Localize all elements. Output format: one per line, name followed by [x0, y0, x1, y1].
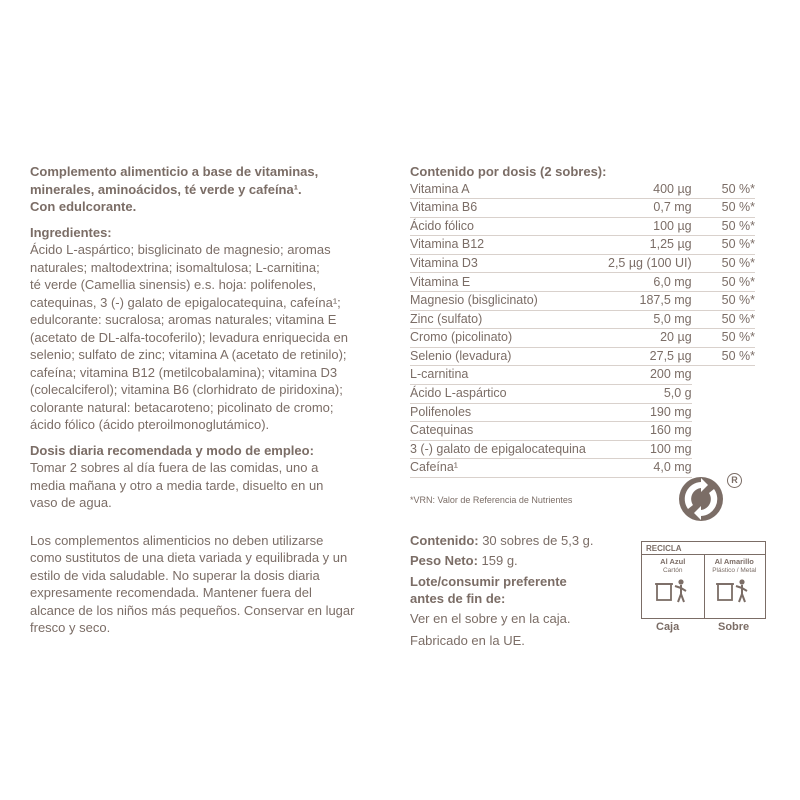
- lot-label-line: Lote/consumir preferente: [410, 573, 567, 589]
- dosage-text: [30, 459, 390, 512]
- ingredients-line: Ácido L-aspártico; bisglicinato de magnesio; aromas: [30, 242, 331, 257]
- nutrient-amount: 2,5 µg (100 UI): [586, 254, 692, 273]
- intro-line: Complemento alimenticio a base de vitaminas,: [30, 164, 319, 179]
- warning-line: Los complementos alimenticios no deben utilizarse: [30, 532, 324, 548]
- nutrient-vrn-percent: 50 %*: [692, 199, 755, 218]
- recycle-bin-person-icon: [651, 578, 695, 604]
- dosage-line: Tomar 2 sobres al día fuera de las comidas, uno a: [30, 460, 319, 475]
- table-row: [410, 459, 755, 478]
- nutrient-vrn-percent: 50 %*: [692, 236, 755, 255]
- nutrient-name: Ácido fólico: [410, 217, 586, 236]
- recycling-box: [641, 541, 766, 619]
- nutrient-name: Magnesio (bisglicinato): [410, 292, 586, 311]
- ingredients-line: naturales; maltodextrina; isomaltulosa; L-carnitina;: [30, 259, 320, 275]
- table-row: [410, 366, 755, 385]
- nutrient-name: Zinc (sulfato): [410, 310, 586, 329]
- table-row: [410, 422, 755, 441]
- nutrition-table: [410, 181, 755, 479]
- nutrient-amount: 100 µg: [586, 217, 692, 236]
- nutrient-name: Vitamina E: [410, 273, 586, 292]
- nutrient-name: Polifenoles: [410, 403, 586, 422]
- table-row: [410, 236, 755, 255]
- nutrient-name: Ácido L-aspártico: [410, 385, 586, 404]
- ingredients-line: té verde (Camellia sinensis) e.s. hoja: polifenoles,: [30, 277, 317, 292]
- ingredients-line: (colecalciferol); vitamina B6 (clorhidrato de piridoxina);: [30, 382, 343, 397]
- nutrient-vrn-percent: [692, 366, 755, 385]
- warning-text: [30, 532, 390, 637]
- nutrient-name: Vitamina B12: [410, 236, 586, 255]
- table-row: [410, 440, 755, 459]
- nutrient-amount: 400 µg: [586, 181, 692, 199]
- nutrient-vrn-percent: 50 %*: [692, 347, 755, 366]
- vrn-note: *VRN: Valor de Referencia de Nutrientes: [410, 495, 573, 505]
- warning-line: expresamente recomendada. Mantener fuera del: [30, 585, 312, 600]
- product-description: [30, 163, 390, 216]
- made-in: Fabricado en la UE.: [410, 633, 525, 648]
- nutrient-amount: 187,5 mg: [586, 292, 692, 311]
- nutrient-name: Cafeína¹: [410, 459, 586, 478]
- warning-line: fresco y seco.: [30, 620, 111, 635]
- table-row: [410, 199, 755, 218]
- dosage-line: media mañana y otro a media tarde, disuelto en un: [30, 477, 324, 493]
- table-row: [410, 181, 755, 199]
- recycling-cell-yellow: [704, 555, 766, 618]
- left-column: [30, 163, 390, 645]
- nutrient-amount: 190 mg: [586, 403, 692, 422]
- nutrient-vrn-percent: 50 %*: [692, 292, 755, 311]
- net-weight-value: 159 g.: [477, 553, 518, 568]
- ingredients-line: cafeína; vitamina B12 (metilcobalamina); vitamina D3: [30, 364, 338, 380]
- nutrient-amount: 0,7 mg: [586, 199, 692, 218]
- nutrient-name: Cromo (picolinato): [410, 329, 586, 348]
- nutrient-amount: 1,25 µg: [586, 236, 692, 255]
- table-row: [410, 292, 755, 311]
- ingredients-line: colorante natural: betacaroteno; picolinato de cromo;: [30, 399, 334, 415]
- dosage-line: vaso de agua.: [30, 495, 112, 510]
- ingredients-text: [30, 241, 390, 434]
- nutrient-vrn-percent: [692, 440, 755, 459]
- table-row: [410, 347, 755, 366]
- nutrient-name: Selenio (levadura): [410, 347, 586, 366]
- nutrient-amount: 5,0 mg: [586, 310, 692, 329]
- yellow-bin-subtitle: Plástico / Metal: [712, 566, 757, 574]
- intro-line: Con edulcorante.: [30, 199, 137, 214]
- table-row: [410, 254, 755, 273]
- lot-value: Ver en el sobre y en la caja.: [410, 610, 571, 626]
- nutrient-name: L-carnitina: [410, 366, 586, 385]
- net-weight-label: Peso Neto:: [410, 553, 478, 568]
- ingredients-line: selenio; sulfato de zinc; vitamina A (acetato de retinilo);: [30, 347, 347, 362]
- blue-bin-title: Al Azul: [660, 557, 686, 566]
- content-label: Contenido:: [410, 532, 479, 548]
- recycle-bin-person-icon: [712, 578, 756, 604]
- table-row: [410, 329, 755, 348]
- registered-mark-icon: R: [727, 473, 742, 488]
- yellow-bin-title: Al Amarillo: [714, 557, 754, 566]
- nutrient-vrn-percent: [692, 459, 755, 478]
- nutrient-amount: 20 µg: [586, 329, 692, 348]
- warning-line: alcance de los niños más pequeños. Conservar en lugar: [30, 602, 355, 618]
- nutrient-vrn-percent: [692, 422, 755, 441]
- sachet-label: Sobre: [718, 621, 750, 633]
- recycling-cell-blue: [642, 555, 705, 618]
- nutrient-name: Vitamina A: [410, 181, 586, 199]
- table-row: [410, 273, 755, 292]
- recycling-header: RECICLA: [642, 542, 765, 555]
- nutrient-vrn-percent: 50 %*: [692, 254, 755, 273]
- nutrient-amount: 27,5 µg: [586, 347, 692, 366]
- nutrient-name: Vitamina D3: [410, 254, 586, 273]
- nutrient-vrn-percent: 50 %*: [692, 217, 755, 236]
- intro-line: minerales, aminoácidos, té verde y cafeína¹.: [30, 181, 302, 197]
- box-label: Caja: [656, 621, 680, 633]
- table-row: [410, 310, 755, 329]
- nutrient-amount: 200 mg: [586, 366, 692, 385]
- warning-line: como sustitutos de una dieta variada y equilibrada y un: [30, 550, 348, 565]
- green-dot-icon: [678, 476, 724, 522]
- warning-line: estilo de vida saludable. No superar la dosis diaria: [30, 567, 320, 583]
- nutrient-vrn-percent: 50 %*: [692, 273, 755, 292]
- table-row: [410, 385, 755, 404]
- content-value: 30 sobres de 5,3 g.: [478, 532, 594, 548]
- nutrient-name: Catequinas: [410, 422, 586, 441]
- nutrient-vrn-percent: 50 %*: [692, 310, 755, 329]
- nutrition-table-title: Contenido por dosis (2 sobres):: [410, 164, 607, 179]
- table-row: [410, 403, 755, 422]
- nutrient-name: 3 (-) galato de epigalocatequina: [410, 440, 586, 459]
- ingredients-title: Ingredientes:: [30, 224, 112, 240]
- blue-bin-subtitle: Cartón: [662, 566, 683, 574]
- nutrient-vrn-percent: [692, 403, 755, 422]
- ingredients-line: edulcorante: sucralosa; aromas naturales; vitamina E: [30, 312, 337, 327]
- nutrient-vrn-percent: 50 %*: [692, 181, 755, 199]
- ingredients-line: ácido fólico (ácido pteroilmonoglutámico).: [30, 417, 270, 432]
- nutrient-vrn-percent: [692, 385, 755, 404]
- table-row: [410, 217, 755, 236]
- nutrient-name: Vitamina B6: [410, 199, 586, 218]
- nutrient-amount: 100 mg: [586, 440, 692, 459]
- nutrient-amount: 6,0 mg: [586, 273, 692, 292]
- nutrient-vrn-percent: 50 %*: [692, 329, 755, 348]
- ingredients-line: (acetato de DL-alfa-tocoferilo); levadura enriquecida en: [30, 329, 348, 345]
- nutrient-amount: 5,0 g: [586, 385, 692, 404]
- nutrient-amount: 4,0 mg: [586, 459, 692, 478]
- lot-label-line: antes de fin de:: [410, 591, 506, 606]
- dosage-title: Dosis diaria recomendada y modo de empleo:: [30, 442, 314, 458]
- nutrient-amount: 160 mg: [586, 422, 692, 441]
- ingredients-line: catequinas, 3 (-) galato de epigalocatequina, cafeína¹;: [30, 294, 341, 310]
